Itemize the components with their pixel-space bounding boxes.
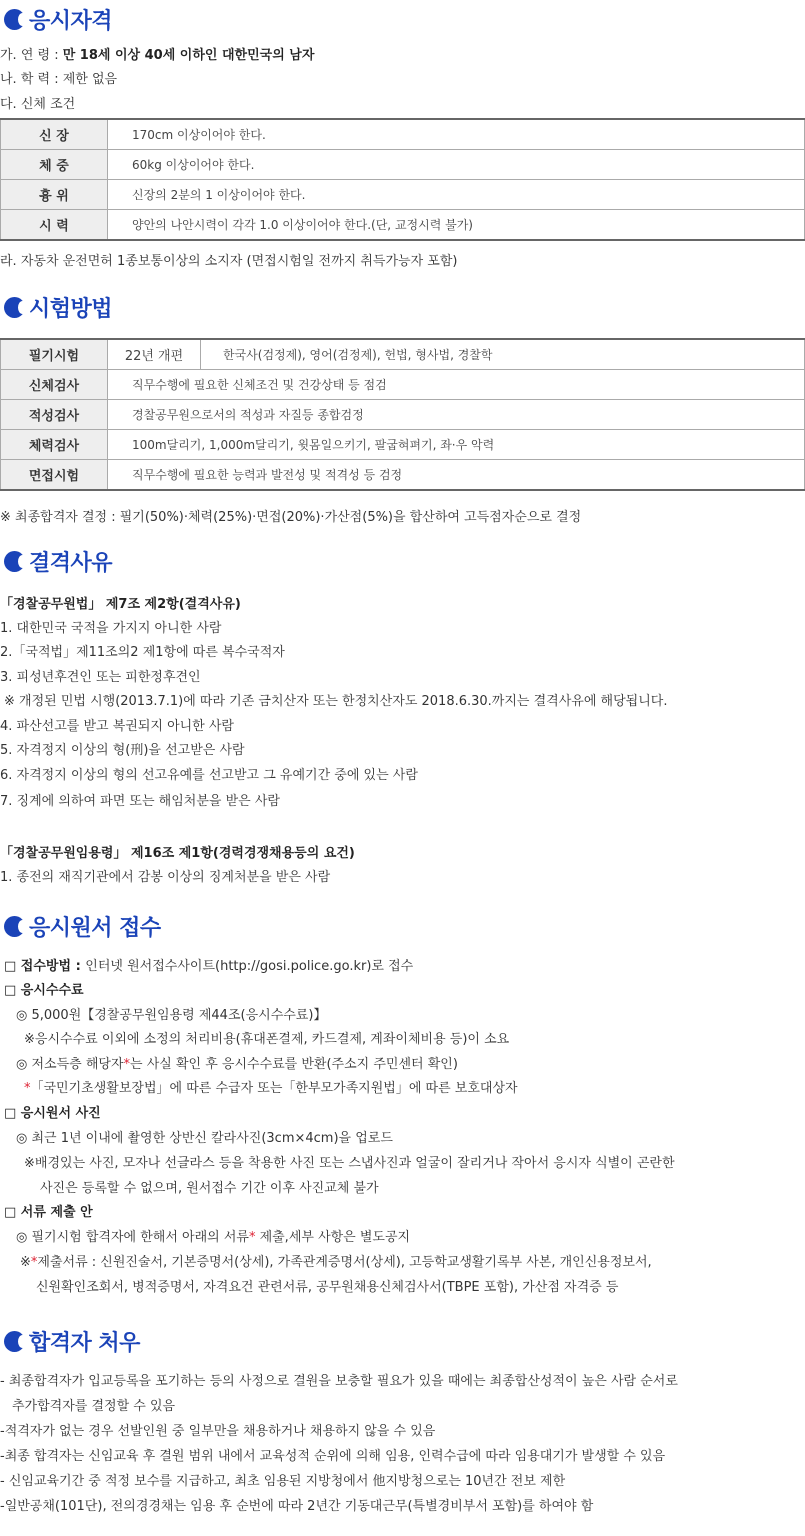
table-row: 신체검사 직무수행에 필요한 신체조건 및 건강상태 등 점검 xyxy=(1,370,805,400)
list-item: - 신임교육기간 중 적정 보수를 지급하고, 최초 임용된 지방청에서 他지방청으로는 10년간 전보 제한 xyxy=(0,1474,566,1489)
list-item: 7. 징계에 의하여 파면 또는 해임처분을 받은 사람 xyxy=(0,794,280,809)
section-title: 응시자격 xyxy=(0,4,805,34)
documents-heading: □ 서류 제출 안 xyxy=(4,1205,93,1220)
table-row: 흉 위 신장의 2분의 1 이상이어야 한다. xyxy=(1,180,805,210)
exam-method-table xyxy=(0,338,805,491)
table-row: 시 력 양안의 나안시력이 각각 1.0 이상이어야 한다.(단, 교정시력 불가) xyxy=(1,210,805,241)
list-item: 3. 피성년후견인 또는 피한정후견인 xyxy=(0,670,201,685)
list-item: -최종 합격자는 신임교육 후 결원 범위 내에서 교육성적 순위에 의해 임용, 인력수급에 따라 임용대기가 발생할 수 있음 xyxy=(0,1449,666,1464)
section-title: 결격사유 xyxy=(0,546,805,576)
section-title: 합격자 처우 xyxy=(0,1326,805,1356)
fee-refund: ◎ 저소득층 해당자*는 사실 확인 후 응시수수료를 반환(주소지 주민센터 확인) xyxy=(16,1057,458,1072)
table-row: 체 중 60kg 이상이어야 한다. xyxy=(1,150,805,180)
law-heading: 「경찰공무원법」 제7조 제2항(결격사유) xyxy=(0,597,241,612)
list-item: -일반공채(101단), 전의경경채는 임용 후 순번에 따라 2년간 기동대근무(특별경비부서 포함)를 하여야 함 xyxy=(0,1499,594,1514)
fee-eligible: *「국민기초생활보장법」에 따른 수급자 또는「한부모가족지원법」에 따른 보호대상자 xyxy=(24,1081,518,1096)
body-condition-table xyxy=(0,118,805,241)
photo-line: ◎ 최근 1년 이내에 촬영한 상반신 칼라사진(3cm×4cm)을 업로드 xyxy=(16,1131,393,1146)
photo-note: ※배경있는 사진, 모자나 선글라스 등을 착용한 사진 또는 스냅사진과 얼굴이 잘리거나 작아서 응시자 식별이 곤란한 xyxy=(24,1156,675,1171)
age-line: 가. 연 령 : 만 18세 이상 40세 이하인 대한민국의 남자 xyxy=(0,48,315,63)
fee-amount: ◎ 5,000원【경찰공무원임용령 제44조(응시수수료)】 xyxy=(16,1008,327,1023)
photo-heading: □ 응시원서 사진 xyxy=(4,1106,101,1121)
section-treatment xyxy=(0,1326,805,1356)
section-bullet-icon xyxy=(4,9,25,30)
list-item: 1. 종전의 재직기관에서 감봉 이상의 징계처분을 받은 사람 xyxy=(0,870,331,885)
documents-line: ◎ 필기시험 합격자에 한해서 아래의 서류* 제출,세부 사항은 별도공지 xyxy=(16,1230,411,1245)
documents-list: ※*제출서류 : 신원진술서, 기본증명서(상세), 가족관계증명서(상세), 고등학교생활기록부 사본, 개인신용정보서, xyxy=(20,1255,652,1270)
section-qualification xyxy=(0,4,805,34)
section-exam-method xyxy=(0,292,805,322)
fee-note: ※응시수수료 이외에 소정의 처리비용(휴대폰결제, 카드결제, 계좌이체비용 등)이 소요 xyxy=(24,1032,510,1047)
list-item: 4. 파산선고를 받고 복권되지 아니한 사람 xyxy=(0,719,234,734)
table-row: 면접시험 직무수행에 필요한 능력과 발전성 및 적격성 등 검정 xyxy=(1,460,805,491)
photo-note-cont: 사진은 등록할 수 없으며, 원서접수 기간 이후 사진교체 불가 xyxy=(40,1181,379,1196)
list-item: ※ 개정된 민법 시행(2013.7.1)에 따라 기존 금치산자 또는 한정치산자도 2018.6.30.까지는 결격사유에 해당됩니다. xyxy=(4,694,668,709)
section-bullet-icon xyxy=(4,297,25,318)
law-heading: 「경찰공무원임용령」 제16조 제1항(경력경쟁채용등의 요건) xyxy=(0,846,355,861)
section-disqualification xyxy=(0,546,805,576)
table-row: 필기시험 22년 개편 한국사(검정제), 영어(검정제), 헌법, 형사법, 경찰학 xyxy=(1,339,805,370)
section-title: 시험방법 xyxy=(0,292,805,322)
section-bullet-icon xyxy=(4,551,25,572)
section-bullet-icon xyxy=(4,916,25,937)
table-row: 적성검사 경찰공무원으로서의 적성과 자질등 종합검정 xyxy=(1,400,805,430)
documents-list-cont: 신원확인조회서, 병적증명서, 자격요건 관련서류, 공무원채용신체검사서(TBPE 포함), 가산점 자격증 등 xyxy=(36,1280,619,1295)
list-item: 추가합격자를 결정할 수 있음 xyxy=(12,1399,176,1414)
list-item: - 최종합격자가 입교등록을 포기하는 등의 사정으로 결원을 보충할 필요가 있을 때에는 최종합산성적이 높은 사람 순서로 xyxy=(0,1374,678,1389)
table-row: 신 장 170cm 이상이어야 한다. xyxy=(1,119,805,150)
body-condition-line: 다. 신체 조건 xyxy=(0,97,76,112)
list-item: -적격자가 없는 경우 선발인원 중 일부만을 채용하거나 채용하지 않을 수 있음 xyxy=(0,1424,436,1439)
method-line: □ 접수방법 : 인터넷 원서접수사이트(http://gosi.police.go.kr)로 접수 xyxy=(4,959,414,974)
final-decision-note: ※ 최종합격자 결정 : 필기(50%)·체력(25%)·면접(20%)·가산점(5%)을 합산하여 고득점자순으로 결정 xyxy=(0,510,582,525)
section-application xyxy=(0,911,805,941)
list-item: 5. 자격정지 이상의 형(刑)을 선고받은 사람 xyxy=(0,743,245,758)
list-item: 6. 자격정지 이상의 형의 선고유예를 선고받고 그 유예기간 중에 있는 사람 xyxy=(0,768,418,783)
license-line: 라. 자동차 운전면허 1종보통이상의 소지자 (면접시험일 전까지 취득가능자 포함) xyxy=(0,254,458,269)
list-item: 1. 대한민국 국적을 가지지 아니한 사람 xyxy=(0,621,222,636)
list-item: 2.「국적법」제11조의2 제1항에 따른 복수국적자 xyxy=(0,645,285,660)
fee-heading: □ 응시수수료 xyxy=(4,983,84,998)
education-line: 나. 학 력 : 제한 없음 xyxy=(0,72,118,87)
section-bullet-icon xyxy=(4,1331,25,1352)
section-title: 응시원서 접수 xyxy=(0,911,805,941)
table-row: 체력검사 100m달리기, 1,000m달리기, 윗몸일으키기, 팔굽혀펴기, 좌·우 악력 xyxy=(1,430,805,460)
